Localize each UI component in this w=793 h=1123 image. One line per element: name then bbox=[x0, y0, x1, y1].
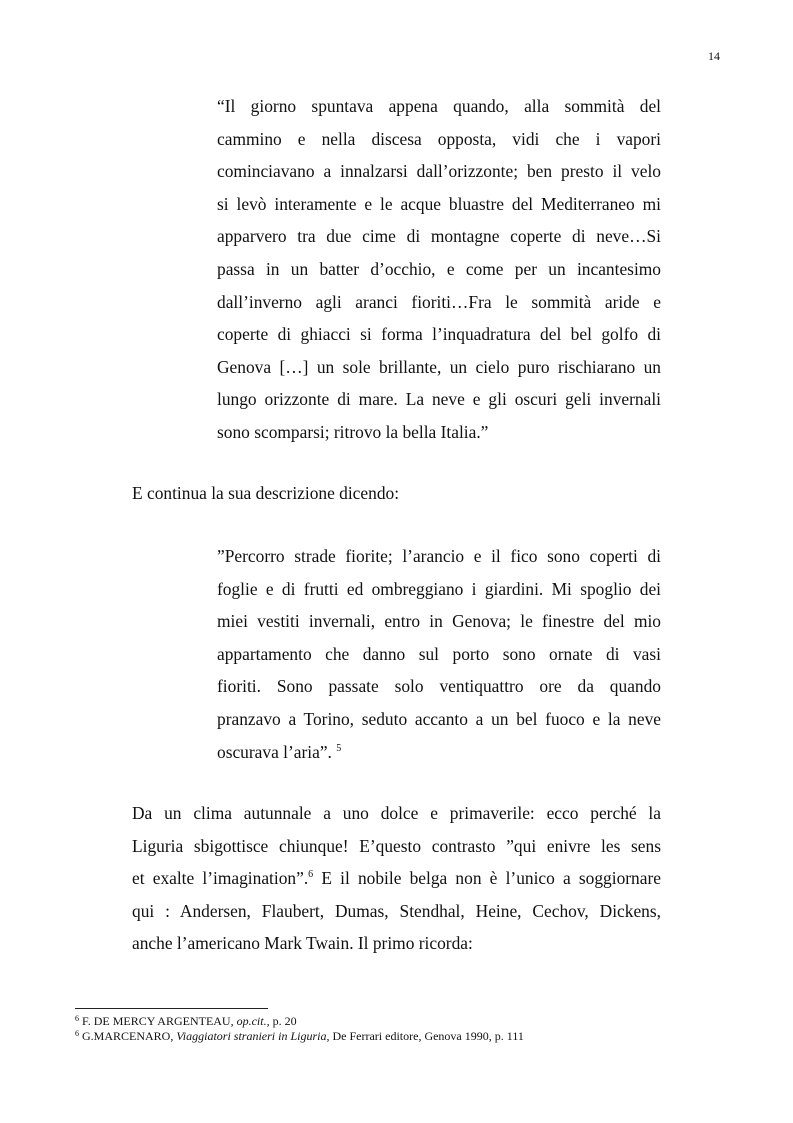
quote-last-line bbox=[217, 736, 661, 769]
intro-text: E continua la sua descrizione dicendo: bbox=[132, 483, 400, 503]
footnote bbox=[75, 1029, 715, 1044]
footnote-rest: , De Ferrari editore, Genova 1990, p. 111 bbox=[326, 1029, 524, 1043]
quote-last-line-text: oscurava l’aria”. bbox=[217, 741, 337, 762]
body-line-with-ref bbox=[132, 862, 661, 895]
footnote-author: G.MARCENARO, bbox=[79, 1029, 177, 1043]
quote-line: “Il giorno spuntava appena quando, alla sommità del bbox=[217, 96, 661, 116]
body-line: qui : Andersen, Flaubert, Dumas, Stendhal, Heine, Cechov, Dickens, bbox=[132, 900, 661, 921]
quote-line: passa in un batter d’occhio, e come per un incantesimo bbox=[217, 258, 661, 279]
body-line3-start: et exalte l’imagination”. bbox=[132, 868, 309, 889]
footnote-rest: p. 20 bbox=[269, 1014, 297, 1028]
quote-line: fioriti. Sono passate solo ventiquattro ore da quando bbox=[217, 676, 661, 697]
block-quote-genova-arrival bbox=[217, 90, 661, 449]
quote-line: apparvero tra due cime di montagne coperte di neve…Si bbox=[217, 226, 661, 247]
footnote-mark: 6 bbox=[75, 1014, 79, 1023]
quote-line: foglie e di frutti ed ombreggiano i giardini. Mi spoglio dei bbox=[217, 578, 661, 599]
footnote-title: Viaggiatori stranieri in Liguria bbox=[176, 1029, 327, 1043]
quote-line: si levò interamente e le acque bluastre del Mediterraneo mi bbox=[217, 193, 661, 214]
footnote-title: op.cit., bbox=[236, 1014, 270, 1028]
body-line3-end: E il nobile belga non è l’unico a soggiornare bbox=[313, 868, 661, 889]
footnotes bbox=[75, 1014, 715, 1044]
footnote-mark: 6 bbox=[75, 1029, 79, 1038]
footnote-ref-6: 6 bbox=[308, 869, 314, 881]
quote-line: ”Percorro strade fiorite; l’arancio e il fico sono coperti di bbox=[217, 546, 661, 566]
page-number: 14 bbox=[708, 49, 720, 63]
quote-line: cammino e nella discesa opposta, vidi che i vapori bbox=[217, 128, 661, 149]
body-paragraph bbox=[132, 797, 661, 960]
footnote-author: F. DE MERCY ARGENTEAU, bbox=[79, 1014, 237, 1028]
footnote-ref-5: 5 bbox=[336, 742, 342, 754]
body-line: Liguria sbigottisce chiunque! E’questo contrasto ”qui enivre les sens bbox=[132, 835, 661, 856]
block-quote-genova-spring bbox=[217, 540, 661, 768]
quote-line: pranzavo a Torino, seduto accanto a un bel fuoco e la neve bbox=[217, 708, 661, 729]
quote-line: lungo orizzonte di mare. La neve e gli oscuri geli invernali bbox=[217, 389, 661, 410]
quote-line: coperte di ghiacci si forma l’inquadratura del bel golfo di bbox=[217, 324, 661, 345]
quote-line: miei vestiti invernali, entro in Genova; le finestre del mio bbox=[217, 611, 661, 632]
body-line: anche l’americano Mark Twain. Il primo ricorda: bbox=[132, 933, 473, 954]
quote-line: dall’inverno agli aranci fioriti…Fra le sommità aride e bbox=[217, 291, 661, 312]
footnote-separator bbox=[75, 1008, 268, 1009]
quote-line: appartamento che danno sul porto sono ornate di vasi bbox=[217, 643, 661, 664]
quote-line: sono scomparsi; ritrovo la bella Italia.” bbox=[217, 421, 489, 442]
quote-line: cominciavano a innalzarsi dall’orizzonte; ben presto il velo bbox=[217, 161, 661, 182]
quote-line: Genova […] un sole brillante, un cielo puro rischiarano un bbox=[217, 356, 661, 377]
body-line: Da un clima autunnale a uno dolce e primaverile: ecco perché la bbox=[132, 803, 661, 823]
footnote bbox=[75, 1014, 715, 1029]
intro-paragraph bbox=[132, 477, 661, 510]
